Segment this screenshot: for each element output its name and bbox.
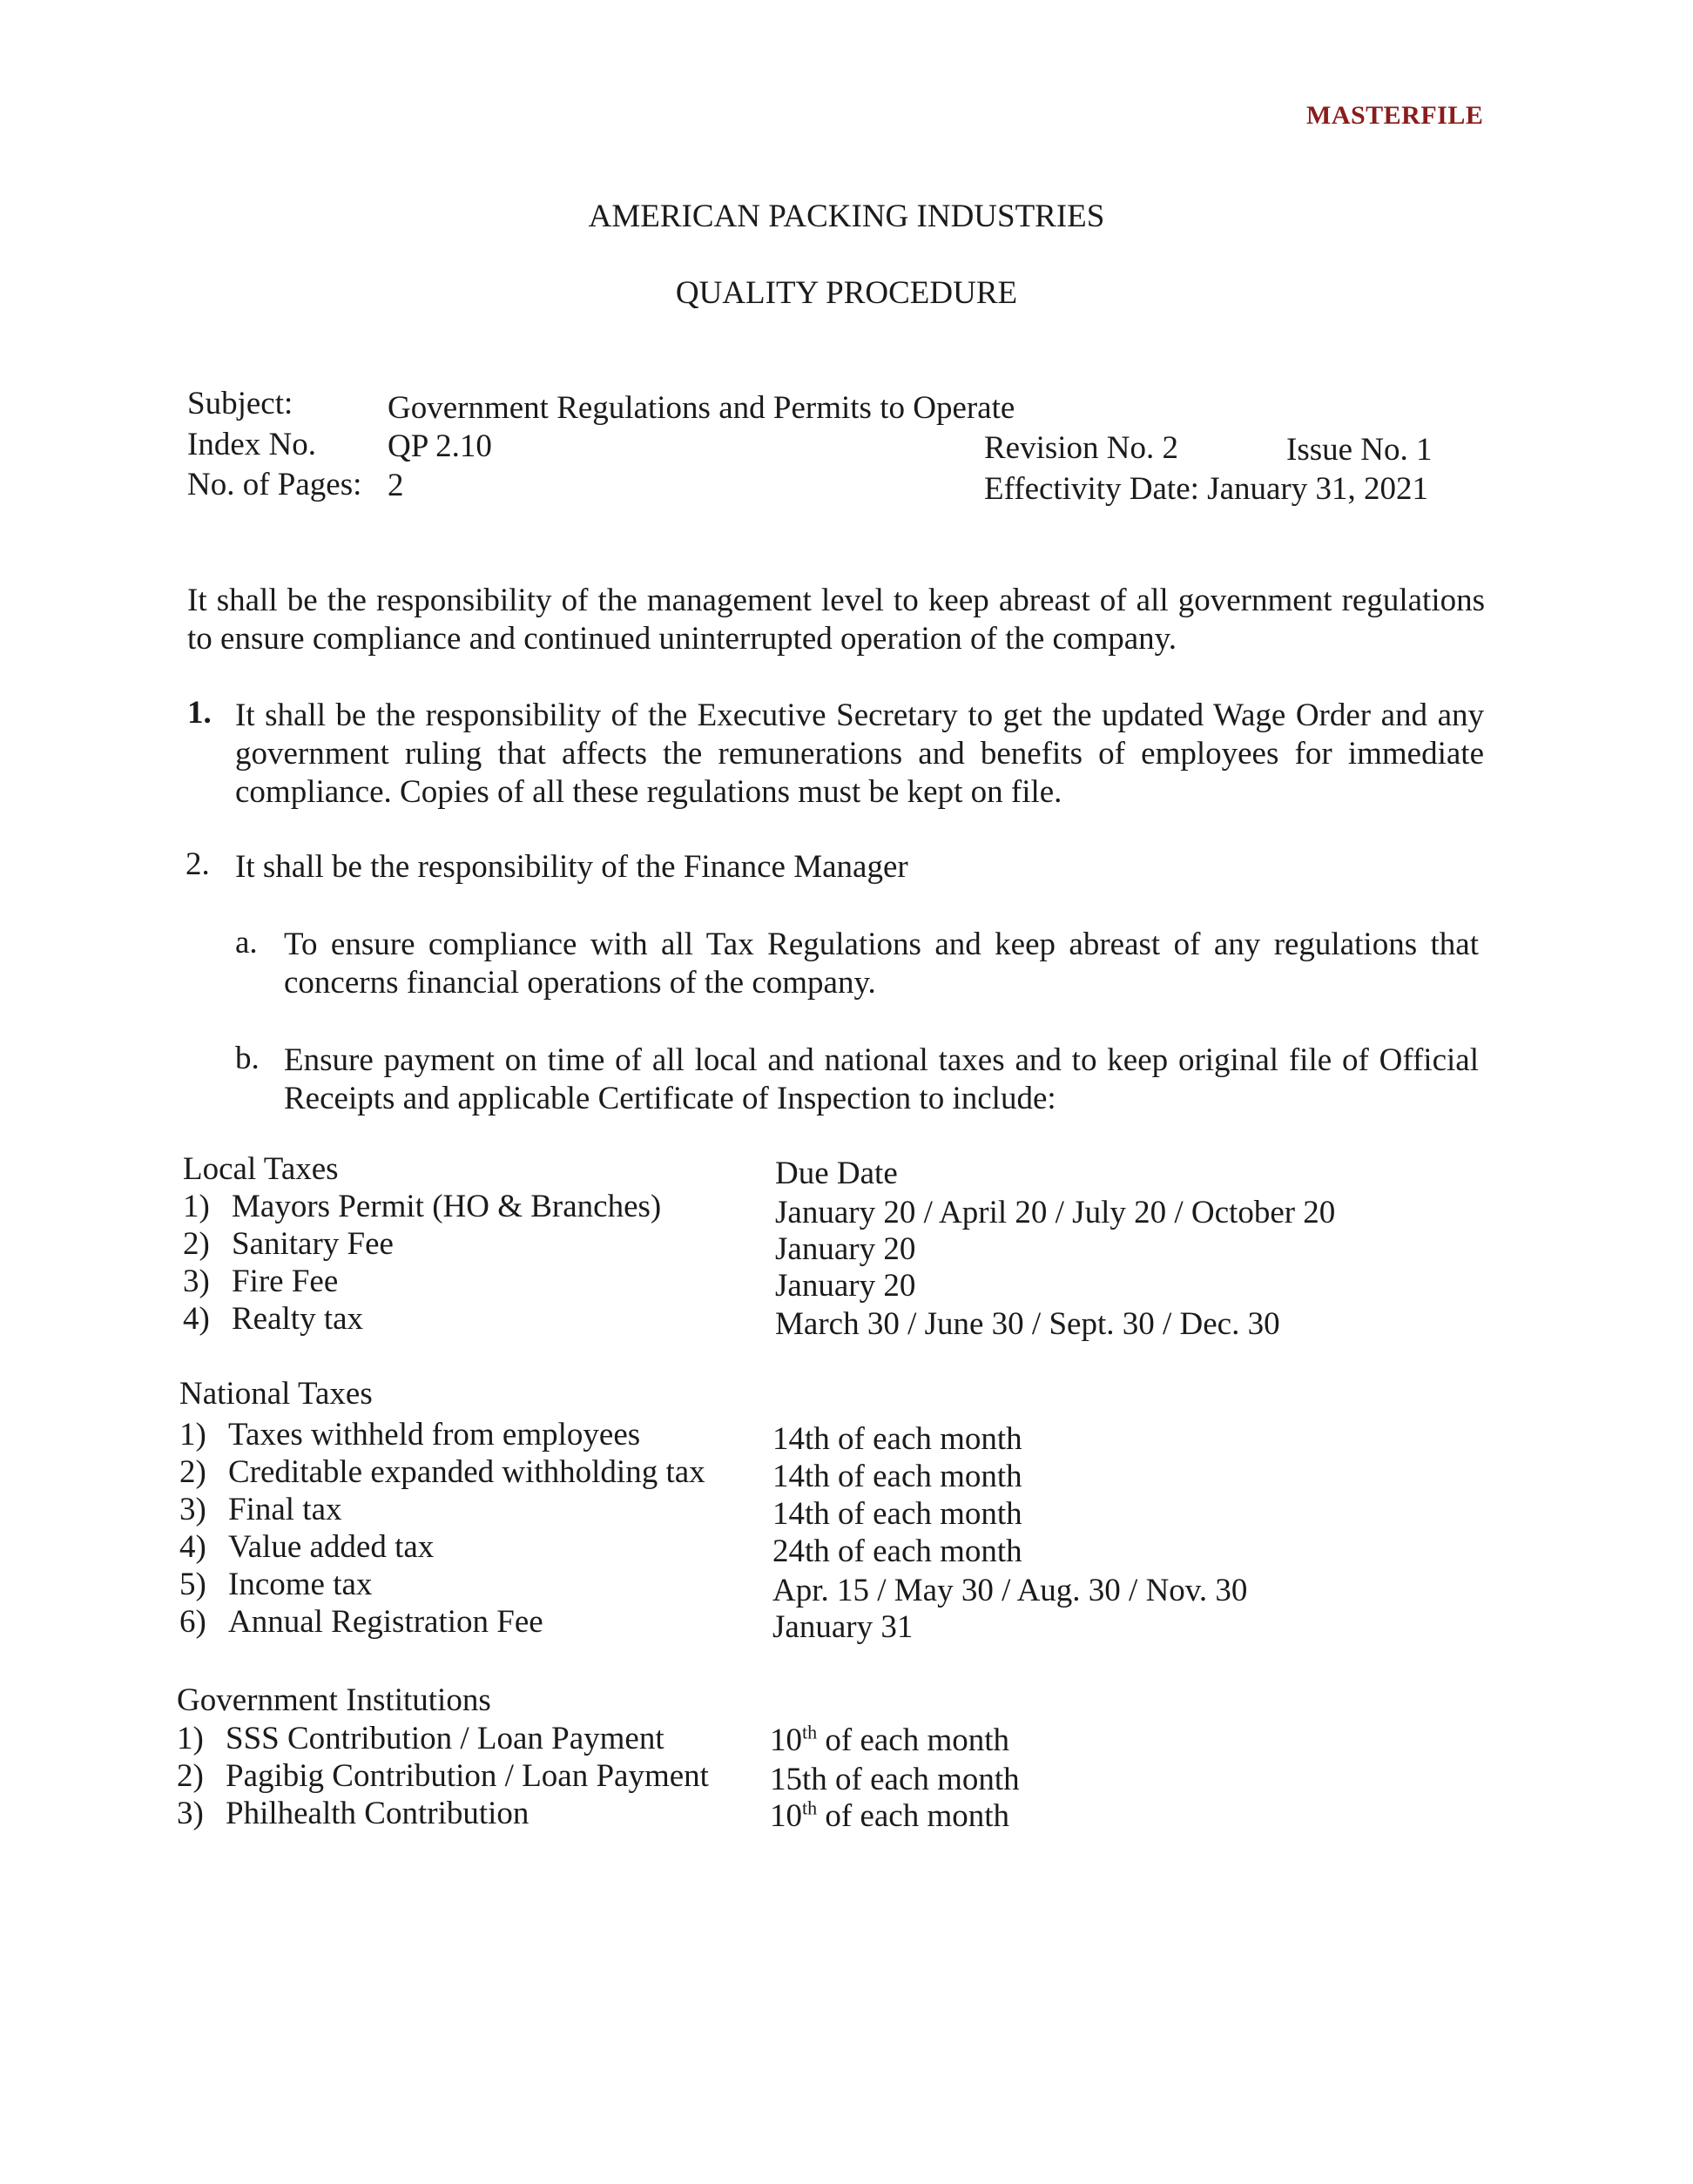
revision-number: Revision No. 2 — [984, 430, 1179, 466]
due-date: Apr. 15 / May 30 / Aug. 30 / Nov. 30 — [772, 1573, 1248, 1608]
list-item: 1) SSS Contribution / Loan Payment — [177, 1721, 664, 1756]
item-2b-text: Ensure payment on time of all local and national taxes and to keep original file of Official Receipts and applicable Certificate of Inspection to include: — [284, 1042, 1479, 1116]
list-item: 3) Philhealth Contribution — [177, 1796, 529, 1831]
due-date: 10th of each month — [770, 1796, 1010, 1834]
masterfile-stamp: MASTERFILE — [1306, 101, 1484, 130]
pages-value: 2 — [388, 468, 404, 503]
list-item: 2) Pagibig Contribution / Loan Payment — [177, 1758, 709, 1794]
index-label: Index No. — [187, 427, 316, 462]
intro-paragraph: It shall be the responsibility of the management level to keep abreast of all government regulations to ensure compliance and continued uninterrupted operation of the company. — [187, 583, 1485, 657]
list-item: 3) Final tax — [179, 1492, 342, 1527]
due-date: January 20 / April 20 / July 20 / October 20 — [775, 1195, 1336, 1230]
list-item: 5) Income tax — [179, 1567, 373, 1602]
list-item: 6) Annual Registration Fee — [179, 1604, 543, 1640]
due-date-header: Due Date — [775, 1156, 898, 1191]
list-item: 4) Value added tax — [179, 1529, 435, 1565]
item-2-marker: 2. — [185, 846, 210, 882]
due-date: January 31 — [772, 1609, 914, 1645]
document-type: QUALITY PROCEDURE — [675, 275, 1018, 311]
due-date: January 20 — [775, 1231, 916, 1267]
national-taxes-title: National Taxes — [179, 1376, 373, 1412]
item-2a-text: To ensure compliance with all Tax Regulations and keep abreast of any regulations that concerns financial operations of the company. — [284, 927, 1479, 1001]
list-item: 2) Creditable expanded withholding tax — [179, 1454, 705, 1490]
item-2a-marker: a. — [235, 925, 258, 961]
list-item: 1) Taxes withheld from employees — [179, 1417, 641, 1453]
item-1-marker: 1. — [187, 695, 212, 731]
due-date: March 30 / June 30 / Sept. 30 / Dec. 30 — [775, 1306, 1280, 1342]
issue-number: Issue No. 1 — [1286, 432, 1433, 468]
due-date: 14th of each month — [772, 1496, 1022, 1532]
effectivity-date: Effectivity Date: January 31, 2021 — [984, 471, 1428, 507]
list-item: 1) Mayors Permit (HO & Branches) — [183, 1189, 662, 1224]
pages-label: No. of Pages: — [187, 467, 362, 502]
index-value: QP 2.10 — [388, 428, 492, 464]
local-taxes-title: Local Taxes — [183, 1151, 339, 1187]
item-2b-marker: b. — [235, 1041, 260, 1076]
due-date: 14th of each month — [772, 1421, 1022, 1457]
due-date: January 20 — [775, 1268, 916, 1304]
list-item: 2) Sanitary Fee — [183, 1226, 394, 1262]
list-item: 4) Realty tax — [183, 1301, 364, 1337]
item-2-text: It shall be the responsibility of the Finance Manager — [235, 849, 908, 885]
subject-value: Government Regulations and Permits to Operate — [388, 390, 1015, 426]
list-item: 3) Fire Fee — [183, 1264, 339, 1299]
due-date: 14th of each month — [772, 1459, 1022, 1494]
due-date: 24th of each month — [772, 1534, 1022, 1569]
gov-institutions-title: Government Institutions — [177, 1682, 491, 1718]
company-name: AMERICAN PACKING INDUSTRIES — [588, 199, 1105, 234]
due-date: 15th of each month — [770, 1762, 1020, 1797]
due-date: 10th of each month — [770, 1721, 1010, 1758]
subject-label: Subject: — [187, 386, 293, 421]
item-1-text: It shall be the responsibility of the Executive Secretary to get the updated Wage Order and any government ruling that affects the remunerations and benefits of employees for immediate compliance. Copies of all these regulations must be kept on file. — [235, 698, 1484, 810]
